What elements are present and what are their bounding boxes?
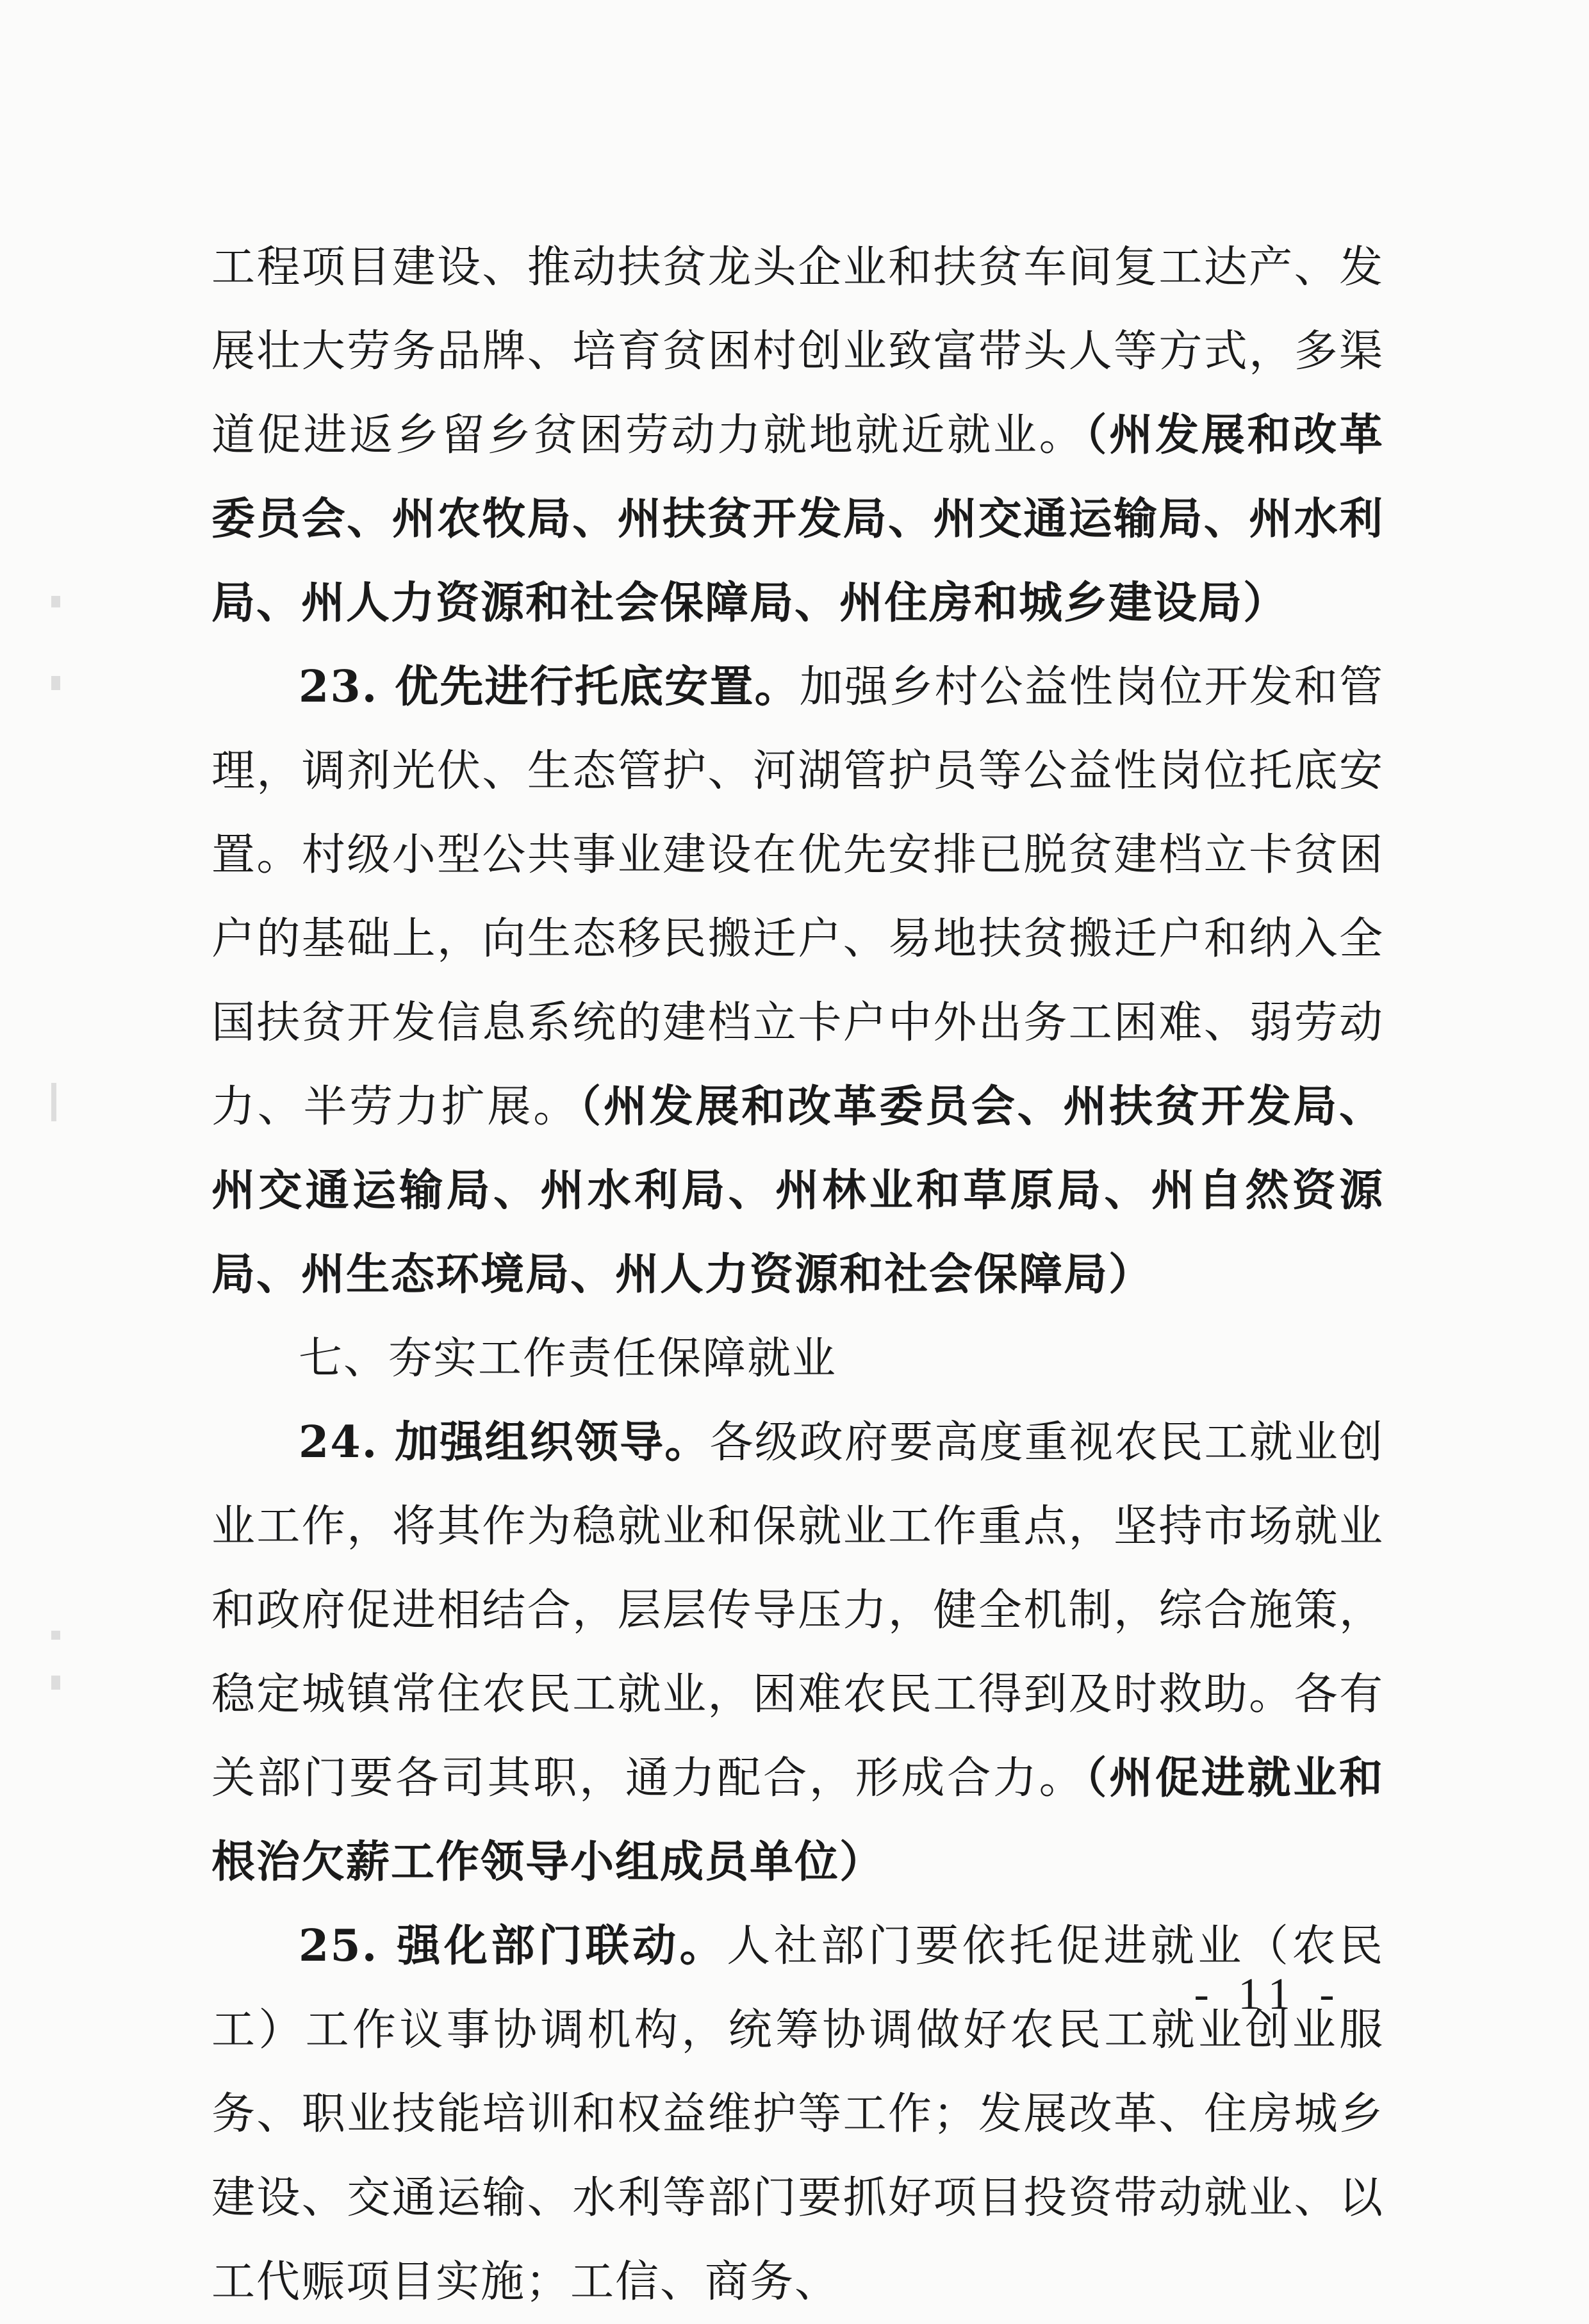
item-heading: 23. 优先进行托底安置。 xyxy=(299,661,800,713)
paragraph-text: 加强乡村公益性岗位开发和管理，调剂光伏、生态管护、河湖管护员等公益性岗位托底安置。村级小型公共事业建设在优先安排已脱贫建档立卡贫困户的基础上，向生态移民搬迁户、易地扶贫搬迁户和纳入全国扶贫开发信息系统的建档立卡户中外出务工困难、弱劳动力、半劳力扩展。 xyxy=(211,662,1384,1132)
page-number: - 11 - xyxy=(1194,1970,1344,2019)
scan-margin-mark xyxy=(51,596,60,607)
responsible-departments: （州发展和改革委员会、州扶贫开发局、州交通运输局、州水利局、州林业和草原局、州自然资源局、州生态环境局、州人力资源和社会保障局） xyxy=(211,1081,1384,1300)
item-heading: 24. 加强组织领导。 xyxy=(299,1417,710,1468)
scan-margin-mark xyxy=(51,1676,60,1690)
paragraph-text: 人社部门要依托促进就业（农民工）工作议事协调机构，统筹协调做好农民工就业创业服务、职业技能培训和权益维护等工作；发展改革、住房城乡建设、交通运输、水利等部门要抓好项目投资带动就业、以工代赈项目实施；工信、商务、 xyxy=(211,1921,1384,2307)
scan-margin-mark xyxy=(51,1631,60,1640)
paragraph-text: 各级政府要高度重视农民工就业创业工作，将其作为稳就业和保就业工作重点，坚持市场就业和政府促进相结合，层层传导压力，健全机制，综合施策，稳定城镇常住农民工就业，困难农民工得到及时救助。各有关部门要各司其职，通力配合，形成合力。 xyxy=(211,1417,1384,1804)
scan-margin-mark xyxy=(51,676,60,690)
item-heading: 25. 强化部门联动。 xyxy=(299,1920,727,1972)
paragraph-intro xyxy=(211,226,1384,645)
scan-margin-mark xyxy=(51,1083,56,1121)
paragraph-24 xyxy=(211,1401,1384,1904)
section-heading: 七、夯实工作责任保障就业 xyxy=(299,1333,837,1384)
paragraph-text: 工程项目建设、推动扶贫龙头企业和扶贫车间复工达产、发展壮大劳务品牌、培育贫困村创业致富带头人等方式，多渠道促进返乡留乡贫困劳动力就地就近就业。 xyxy=(211,242,1384,461)
responsible-departments: （州发展和改革委员会、州农牧局、州扶贫开发局、州交通运输局、州水利局、州人力资源和社会保障局、州住房和城乡建设局） xyxy=(211,409,1384,629)
paragraph-23 xyxy=(211,645,1384,1317)
responsible-departments: （州促进就业和根治欠薪工作领导小组成员单位） xyxy=(211,1752,1384,1888)
